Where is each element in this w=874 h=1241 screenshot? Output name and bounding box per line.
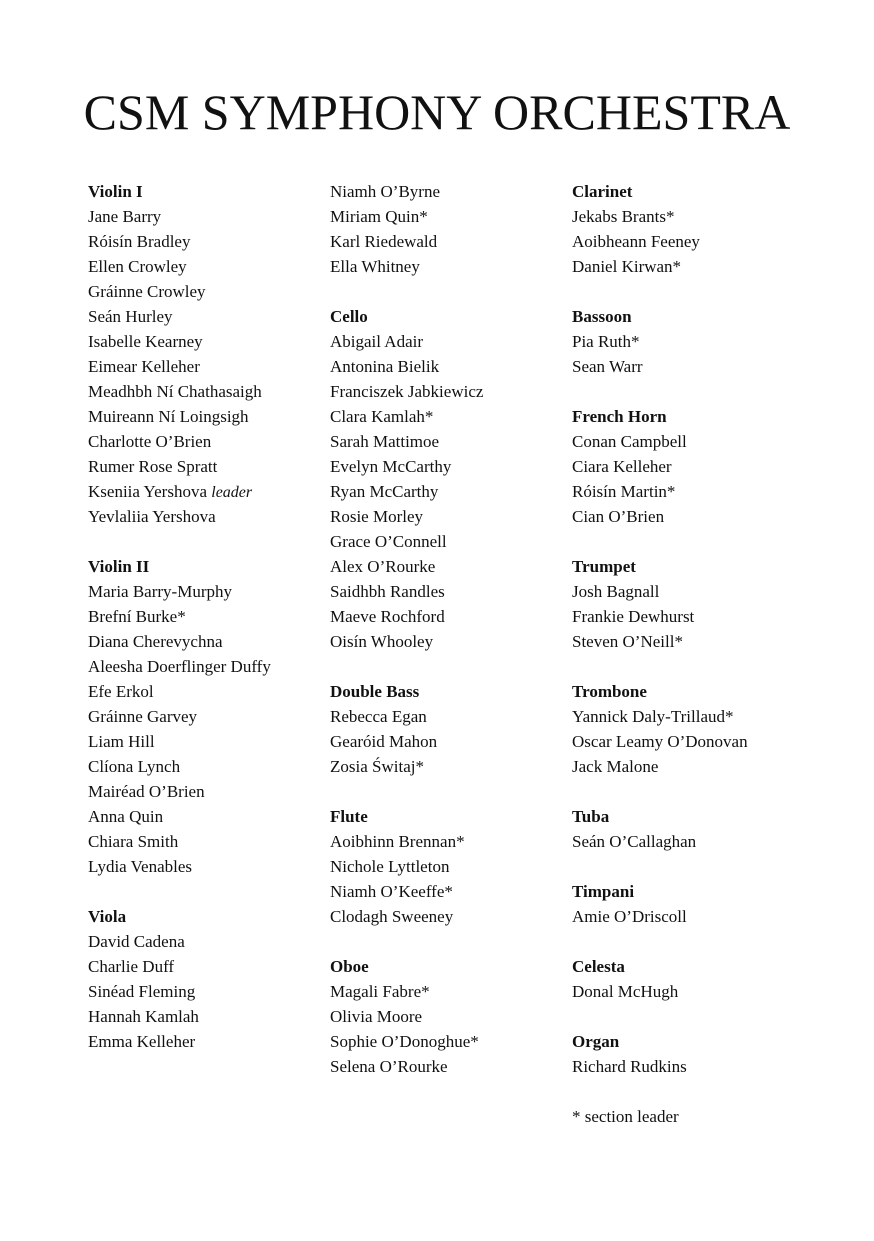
section-tuba xyxy=(572,804,822,854)
member-name: Hannah Kamlah xyxy=(88,1007,199,1026)
member-name: Grace O’Connell xyxy=(330,532,447,551)
member-name: Karl Riedewald xyxy=(330,232,438,251)
member-name: Anna Quin xyxy=(88,807,164,826)
member-name: Saidhbh Randles xyxy=(330,582,445,601)
member-name: Aleesha Doerflinger Duffy xyxy=(88,657,271,676)
leader-role-label: leader xyxy=(211,484,253,501)
page-title: CSM SYMPHONY ORCHESTRA xyxy=(83,84,791,140)
section-heading: Violin II xyxy=(88,557,150,576)
member-name: Emma Kelleher xyxy=(88,1032,196,1051)
member-name: Franciszek Jabkiewicz xyxy=(330,382,484,401)
section-timpani xyxy=(572,879,822,929)
section-leader-footnote: * section leader xyxy=(572,1107,679,1126)
member-name: Muireann Ní Loingsigh xyxy=(88,407,249,426)
member-name: Sophie O’Donoghue* xyxy=(330,1032,479,1051)
member-name: Donal McHugh xyxy=(572,982,679,1001)
section-trumpet xyxy=(572,554,822,654)
section-french-horn xyxy=(572,404,822,529)
roster-column-3 xyxy=(572,179,822,1129)
section-bassoon xyxy=(572,304,822,379)
member-name: Conan Campbell xyxy=(572,432,687,451)
member-name: Zosia Świtaj* xyxy=(330,757,424,776)
section-viola xyxy=(88,904,338,1054)
section-heading: Celesta xyxy=(572,957,625,976)
member-name: Seán O’Callaghan xyxy=(572,832,697,851)
member-name: Ryan McCarthy xyxy=(330,482,439,501)
member-name: Clara Kamlah* xyxy=(330,407,434,426)
member-name: Rebecca Egan xyxy=(330,707,427,726)
member-name: Antonina Bielik xyxy=(330,357,440,376)
section-violin-2 xyxy=(88,554,338,879)
member-name: Evelyn McCarthy xyxy=(330,457,452,476)
member-name: Mairéad O’Brien xyxy=(88,782,205,801)
section-heading: Trumpet xyxy=(572,557,636,576)
member-name: Liam Hill xyxy=(88,732,155,751)
member-name: Oscar Leamy O’Donovan xyxy=(572,732,748,751)
member-name: Eimear Kelleher xyxy=(88,357,200,376)
member-name: Selena O’Rourke xyxy=(330,1057,448,1076)
member-name: Maeve Rochford xyxy=(330,607,445,626)
member-name: Charlotte O’Brien xyxy=(88,432,212,451)
section-heading: Tuba xyxy=(572,807,610,826)
section-heading: Cello xyxy=(330,307,368,326)
member-name: Jack Malone xyxy=(572,757,659,776)
section-flute xyxy=(330,804,580,929)
member-name: Clíona Lynch xyxy=(88,757,181,776)
member-name: Seán Hurley xyxy=(88,307,173,326)
section-heading: Bassoon xyxy=(572,307,632,326)
member-name: Ellen Crowley xyxy=(88,257,187,276)
section-heading: French Horn xyxy=(572,407,667,426)
section-heading: Clarinet xyxy=(572,182,633,201)
section-viola-continued xyxy=(330,179,580,279)
section-oboe xyxy=(330,954,580,1079)
roster-column-1 xyxy=(88,179,338,1079)
member-name: Yevlaliia Yershova xyxy=(88,507,216,526)
member-name: Pia Ruth* xyxy=(572,332,640,351)
member-name: Amie O’Driscoll xyxy=(572,907,687,926)
section-celesta xyxy=(572,954,822,1004)
section-heading: Oboe xyxy=(330,957,369,976)
section-double-bass xyxy=(330,679,580,779)
member-name: Sean Warr xyxy=(572,357,643,376)
member-name: Diana Cherevychna xyxy=(88,632,223,651)
member-name: Yannick Daly-Trillaud* xyxy=(572,707,734,726)
section-cello xyxy=(330,304,580,654)
member-name: Gearóid Mahon xyxy=(330,732,438,751)
section-heading: Double Bass xyxy=(330,682,420,701)
section-heading: Trombone xyxy=(572,682,647,701)
section-heading: Viola xyxy=(88,907,127,926)
member-name: Lydia Venables xyxy=(88,857,193,876)
section-clarinet xyxy=(572,179,822,279)
member-name: Clodagh Sweeney xyxy=(330,907,454,926)
member-name: Rosie Morley xyxy=(330,507,424,526)
member-name: Niamh O’Byrne xyxy=(330,182,441,201)
member-name: Nichole Lyttleton xyxy=(330,857,450,876)
member-name: Brefní Burke* xyxy=(88,607,186,626)
member-name: Isabelle Kearney xyxy=(88,332,203,351)
member-name: Oisín Whooley xyxy=(330,632,434,651)
member-name: Kseniia Yershova xyxy=(88,482,207,501)
member-name: Gráinne Crowley xyxy=(88,282,206,301)
member-name: Maria Barry-Murphy xyxy=(88,582,232,601)
member-name: Steven O’Neill* xyxy=(572,632,683,651)
section-heading: Flute xyxy=(330,807,368,826)
member-name: David Cadena xyxy=(88,932,185,951)
section-trombone xyxy=(572,679,822,779)
member-name: Jane Barry xyxy=(88,207,162,226)
member-name: Olivia Moore xyxy=(330,1007,423,1026)
member-name: Richard Rudkins xyxy=(572,1057,687,1076)
member-name: Sarah Mattimoe xyxy=(330,432,440,451)
member-name: Rumer Rose Spratt xyxy=(88,457,218,476)
member-name: Aoibheann Feeney xyxy=(572,232,700,251)
section-organ xyxy=(572,1029,822,1079)
member-name: Ciara Kelleher xyxy=(572,457,672,476)
member-name: Róisín Bradley xyxy=(88,232,191,251)
member-name: Frankie Dewhurst xyxy=(572,607,695,626)
member-name-leader xyxy=(88,479,338,504)
section-heading: Timpani xyxy=(572,882,635,901)
member-name: Charlie Duff xyxy=(88,957,175,976)
member-name: Daniel Kirwan* xyxy=(572,257,682,276)
member-name: Josh Bagnall xyxy=(572,582,660,601)
roster-column-2 xyxy=(330,179,580,1104)
member-name: Aoibhinn Brennan* xyxy=(330,832,465,851)
section-violin-1 xyxy=(88,179,338,529)
member-name: Ella Whitney xyxy=(330,257,420,276)
section-heading: Organ xyxy=(572,1032,620,1051)
section-heading: Violin I xyxy=(88,182,143,201)
member-name: Alex O’Rourke xyxy=(330,557,436,576)
member-name: Sinéad Fleming xyxy=(88,982,196,1001)
member-name: Róisín Martin* xyxy=(572,482,676,501)
member-name: Chiara Smith xyxy=(88,832,179,851)
member-name: Abigail Adair xyxy=(330,332,424,351)
member-name: Jekabs Brants* xyxy=(572,207,675,226)
member-name: Miriam Quin* xyxy=(330,207,428,226)
member-name: Efe Erkol xyxy=(88,682,154,701)
member-name: Magali Fabre* xyxy=(330,982,430,1001)
member-name: Cian O’Brien xyxy=(572,507,665,526)
member-name: Meadhbh Ní Chathasaigh xyxy=(88,382,262,401)
member-name: Niamh O’Keeffe* xyxy=(330,882,453,901)
member-name: Gráinne Garvey xyxy=(88,707,198,726)
